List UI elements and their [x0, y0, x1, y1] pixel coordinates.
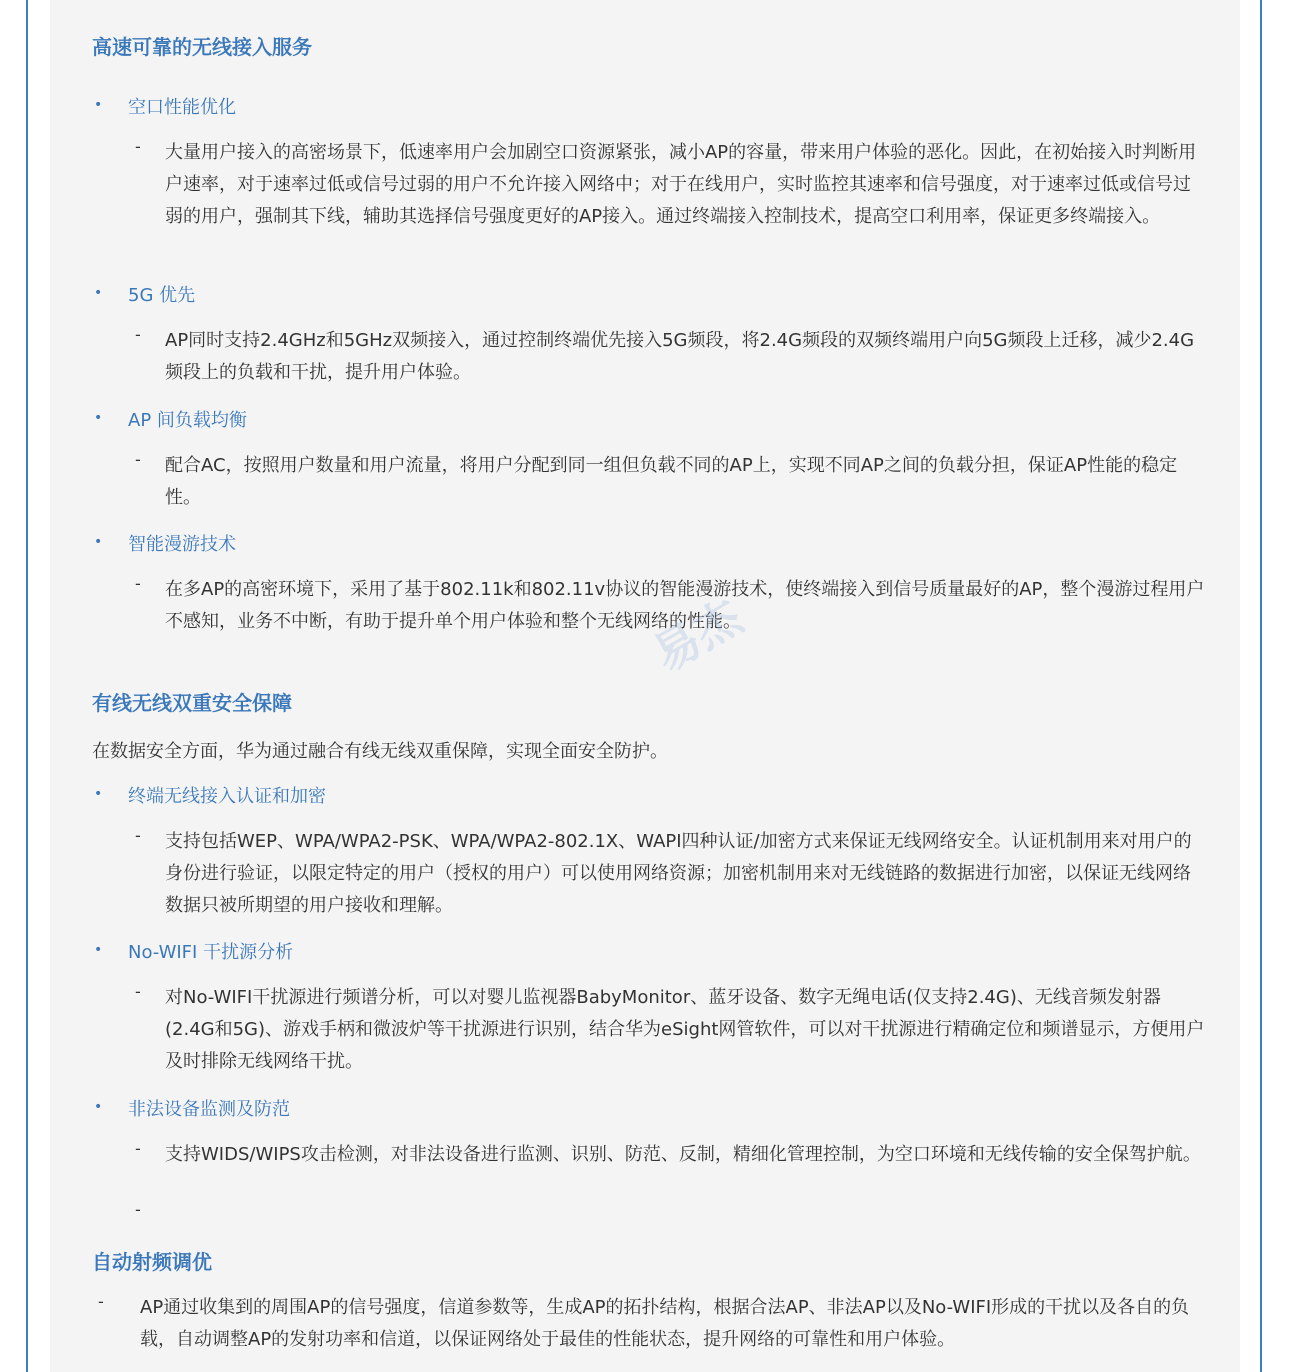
list-item-text: 支持包括WEP、WPA/WPA2-PSK、WPA/WPA2-802.1X、WAPI四种认证/加密方式来保证无线网络安全。认证机制用来对用户的身份进行验证，以限定特定的用户（授权的用户）可以使用网络资源；加密机制用来对无线链路的数据进行加密，以保证无线网络数据只被所期望的用户接收和理解。 — [165, 831, 1192, 916]
list-item-label: 智能漫游技术 — [128, 534, 236, 555]
dash-icon: - — [135, 826, 141, 845]
list-item-label: 5G 优先 — [128, 285, 196, 306]
list-item-label: 空口性能优化 — [128, 97, 236, 118]
dash-icon: - — [135, 450, 141, 469]
watermark-logo: 易杰 — [644, 589, 751, 682]
list-item-label: 终端无线接入认证和加密 — [128, 786, 326, 807]
dash-icon: - — [135, 574, 141, 593]
dash-icon: - — [135, 982, 141, 1001]
list-item-text: AP同时支持2.4GHz和5GHz双频接入，通过控制终端优先接入5G频段，将2.4G频段的双频终端用户向5G频段上迁移，减少2.4G频段上的负载和干扰，提升用户体验。 — [165, 330, 1195, 383]
dash-icon: - — [98, 1292, 104, 1311]
section-title: 有线无线双重安全保障 — [92, 691, 292, 715]
bullet-icon: • — [94, 786, 103, 802]
section-title: 高速可靠的无线接入服务 — [92, 35, 312, 59]
list-item-text: 在多AP的高密环境下，采用了基于802.11k和802.11v协议的智能漫游技术，使终端接入到信号质量最好的AP，整个漫游过程用户不感知，业务不中断，有助于提升单个用户体验和整个无线网络的性能。 — [165, 579, 1205, 632]
dash-icon: - — [135, 137, 141, 156]
bullet-icon: • — [94, 534, 103, 550]
dash-icon: - — [135, 1139, 141, 1158]
list-item-text: 大量用户接入的高密场景下，低速率用户会加剧空口资源紧张，减小AP的容量，带来用户体验的恶化。因此，在初始接入时判断用户速率，对于速率过低或信号过弱的用户不允许接入网络中；对于在线用户，实时监控其速率和信号强度，对于速率过低或信号过弱的用户，强制其下线，辅助其选择信号强度更好的AP接入。通过终端接入控制技术，提高空口利用率，保证更多终端接入。 — [165, 142, 1197, 227]
list-item-label: 非法设备监测及防范 — [128, 1099, 290, 1120]
bullet-icon: • — [94, 1099, 103, 1115]
section-intro: 在数据安全方面，华为通过融合有线无线双重保障，实现全面安全防护。 — [92, 741, 668, 762]
list-item-text: 支持WIDS/WIPS攻击检测，对非法设备进行监测、识别、防范、反制，精细化管理控制，为空口环境和无线传输的安全保驾护航。 — [165, 1144, 1201, 1165]
dash-icon: - — [135, 1200, 141, 1219]
dash-icon: - — [135, 325, 141, 344]
list-item-label: No-WIFI 干扰源分析 — [128, 942, 294, 963]
bullet-icon: • — [94, 97, 103, 113]
list-item-label: AP 间负载均衡 — [128, 410, 247, 431]
section-text: AP通过收集到的周围AP的信号强度，信道参数等，生成AP的拓扑结构，根据合法AP、非法AP以及No-WIFI形成的干扰以及各自的负载，自动调整AP的发射功率和信道，以保证网络处于最佳的性能状态，提升网络的可靠性和用户体验。 — [140, 1297, 1190, 1350]
section-title: 自动射频调优 — [92, 1250, 212, 1274]
list-item-text: 配合AC，按照用户数量和用户流量，将用户分配到同一组但负载不同的AP上，实现不同AP之间的负载分担，保证AP性能的稳定性。 — [165, 455, 1178, 508]
list-item-text: 对No-WIFI干扰源进行频谱分析，可以对婴儿监视器BabyMonitor、蓝牙设备、数字无绳电话(仅支持2.4G)、无线音频发射器(2.4G和5G)、游戏手柄和微波炉等干扰源进行识别，结合华为eSight网管软件，可以对干扰源进行精确定位和频谱显示，方便用户及时排除无线网络干扰。 — [165, 987, 1205, 1072]
bullet-icon: • — [94, 410, 103, 426]
bullet-icon: • — [94, 942, 103, 958]
bullet-icon: • — [94, 285, 103, 301]
